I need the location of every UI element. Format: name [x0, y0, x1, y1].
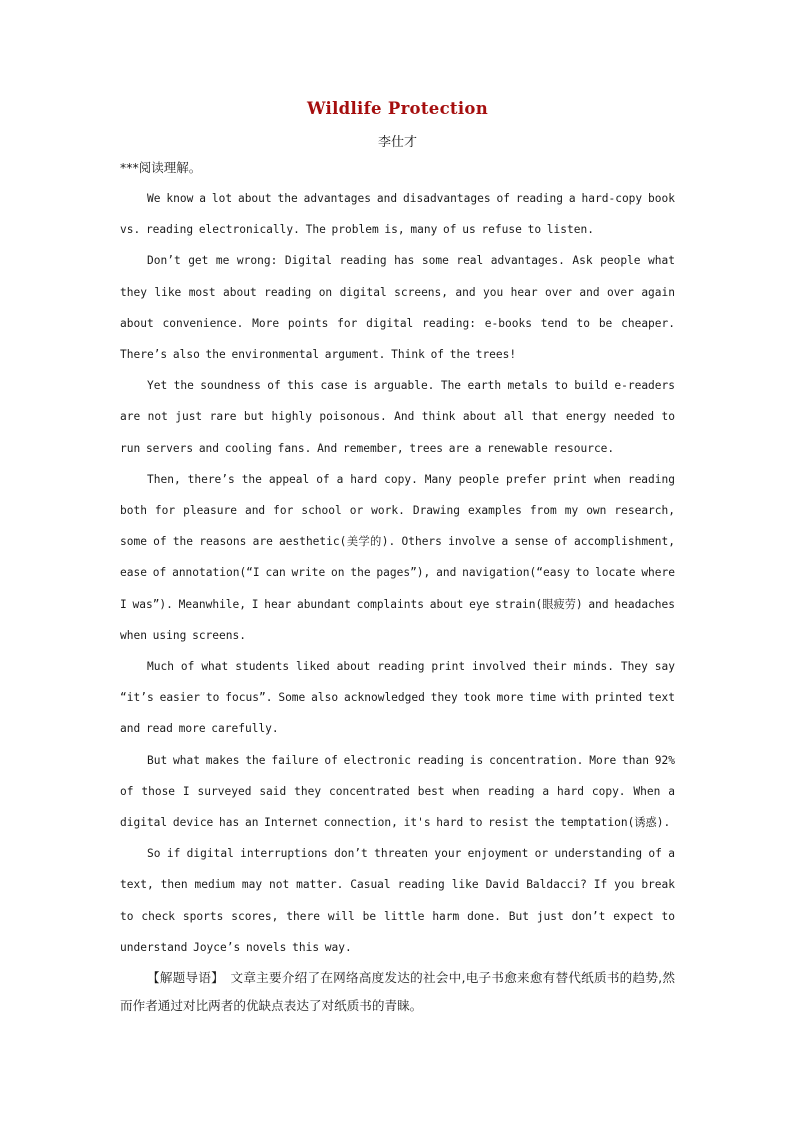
reading-guide: 【解题导语】 文章主要介绍了在网络高度发达的社会中,电子书愈来愈有替代纸质书的趋势,然而作者通过对比两者的优缺点表达了对纸质书的青睐。 [120, 970, 675, 1014]
paragraph-3: Yet the soundness of this case is arguable. The earth metals to build e-readers are not just rare but highly poisonous. And think about all that energy needed to run servers and cooling fans. And remember, trees are a renewable resource. [120, 379, 675, 455]
paragraph-2: Don’t get me wrong: Digital reading has some real advantages. Ask people what they like most about reading on digital screens, and you hear over and over again about convenience. More points for digital reading: e-books tend to be cheaper. There’s also the environmental argument. Think of the trees! [120, 254, 675, 362]
paragraph-5: Much of what students liked about reading print involved their minds. They say “it’s easier to focus”. Some also acknowledged they took more time with printed text and read more carefully. [120, 660, 675, 736]
paragraph-7: So if digital interruptions don’t threaten your enjoyment or understanding of a text, then medium may not matter. Casual reading like David Baldacci? If you break to check sports scores, there will be little harm done. But just don’t expect to understand Joyce’s novels this way. [120, 847, 675, 954]
paragraph-1: We know a lot about the advantages and disadvantages of reading a hard-copy book vs. reading electronically. The problem is, many of us refuse to listen. [120, 192, 675, 237]
article-body [120, 183, 675, 963]
section-heading: ***阅读理解。 [120, 160, 202, 175]
document-title: Wildlife Protection [306, 99, 489, 118]
author-name: 李仕才 [377, 135, 417, 150]
paragraph-6: But what makes the failure of electronic reading is concentration. More than 92% of those I surveyed said they concentrated best when reading a hard copy. When a digital device has an Internet connection, it's hard to resist the temptation(诱惑). [120, 753, 675, 830]
document-page [120, 96, 675, 1020]
paragraph-4: Then, there’s the appeal of a hard copy. Many people prefer print when reading both for pleasure and for school or work. Drawing examples from my own research, some of the reasons are aesthetic(美学的). Others involve a sense of accomplishment, ease of annotation(“I can write on the pages”), and navigation(“easy to locate where I was”). Meanwhile, I hear abundant complaints about eye strain(眼疲劳) and headaches when using screens. [120, 472, 675, 642]
